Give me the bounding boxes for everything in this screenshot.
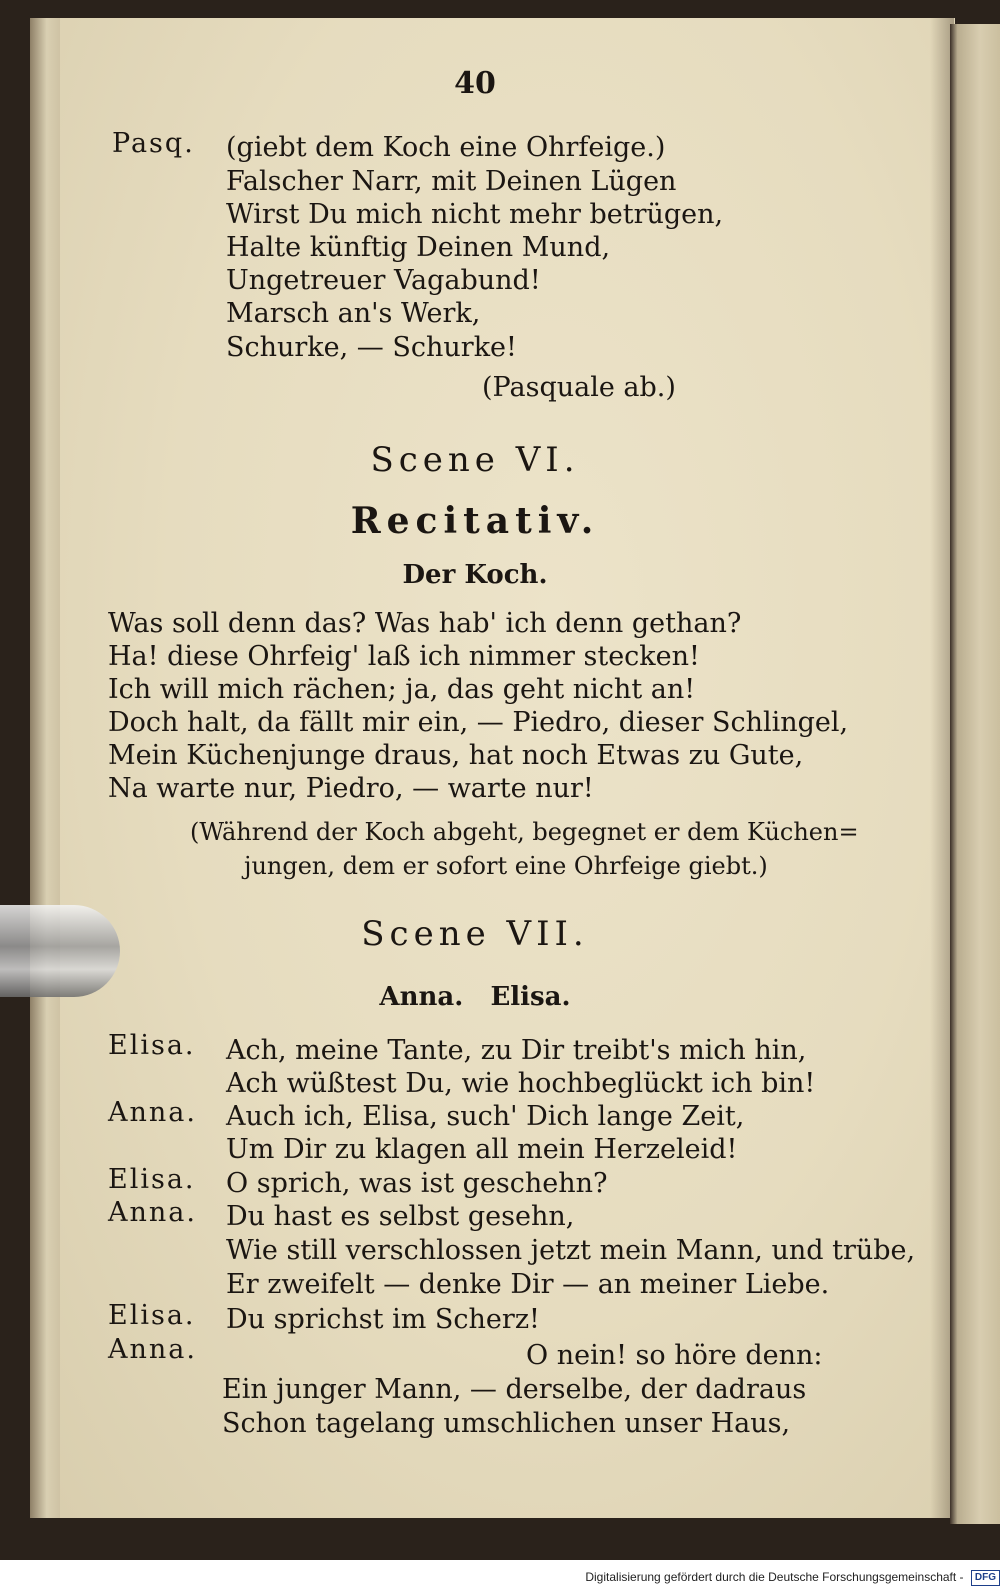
verse-line: Schurke, — Schurke! [226,332,517,363]
verse-line: O sprich, was ist geschehn? [226,1168,608,1199]
verse-line: Auch ich, Elisa, such' Dich lange Zeit, [226,1101,745,1132]
speaker-label: Elisa. [108,1030,196,1061]
verse-line: Falscher Narr, mit Deinen Lügen [226,166,677,197]
verse-line: O nein! so höre denn: [526,1340,823,1371]
verse-line: Schon tagelang umschlichen unser Haus, [222,1408,791,1439]
verse-line: Marsch an's Werk, [226,298,481,329]
verse-line: Na warte nur, Piedro, — warte nur! [108,773,594,804]
page-edge-right [950,24,1000,1524]
verse-line: Was soll denn das? Was hab' ich denn gethan? [108,608,742,639]
verse-line: Halte künftig Deinen Mund, [226,232,611,263]
character-heading: Der Koch. [402,560,548,590]
speaker-label: Elisa. [108,1300,196,1331]
stage-direction: (Pasquale ab.) [482,372,676,403]
speaker-label: Elisa. [108,1164,196,1195]
footer-text: Digitalisierung gefördert durch die Deutsche Forschungsgemeinschaft - [585,1570,964,1584]
verse-line: Doch halt, da fällt mir ein, — Piedro, dieser Schlingel, [108,707,849,738]
verse-line: Er zweifelt — denke Dir — an meiner Liebe. [226,1269,830,1300]
stage-direction: (giebt dem Koch eine Ohrfeige.) [226,132,666,163]
scene-heading: Scene VII. [361,914,589,954]
verse-line: Ach, meine Tante, zu Dir treibt's mich hin, [226,1035,807,1066]
verse-line: Ungetreuer Vagabund! [226,265,541,296]
verse-line: Ein junger Mann, — derselbe, der dadraus [222,1374,807,1405]
dfg-logo: DFG [971,1570,1000,1586]
verse-line: Du hast es selbst gesehn, [226,1201,575,1232]
verse-line: Mein Küchenjunge draus, hat noch Etwas zu Gute, [108,740,804,771]
verse-line: Du sprichst im Scherz! [226,1304,540,1335]
scene-heading: Scene VI. [370,440,580,480]
verse-line: Wie still verschlossen jetzt mein Mann, und trübe, [226,1235,916,1266]
stage-direction: jungen, dem er sofort eine Ohrfeige giebt.) [244,852,768,880]
verse-line: Wirst Du mich nicht mehr betrügen, [226,199,724,230]
speaker-label: Pasq. [112,128,195,159]
speaker-label: Anna. [108,1334,197,1365]
speaker-label: Anna. [108,1097,197,1128]
stage-direction: (Während der Koch abgeht, begegnet er dem Küchen= [190,818,859,846]
verse-line: Ich will mich rächen; ja, das geht nicht an! [108,674,696,705]
page-number: 40 [454,66,496,101]
verse-line: Ha! diese Ohrfeig' laß ich nimmer stecken! [108,641,700,672]
section-heading: Recitativ. [350,500,600,542]
character-heading: Anna. Elisa. [379,982,571,1012]
speaker-label: Anna. [108,1197,197,1228]
verse-line: Um Dir zu klagen all mein Herzeleid! [226,1134,738,1165]
digitization-credit [585,1566,1000,1588]
verse-line: Ach wüßtest Du, wie hochbeglückt ich bin! [226,1068,816,1099]
